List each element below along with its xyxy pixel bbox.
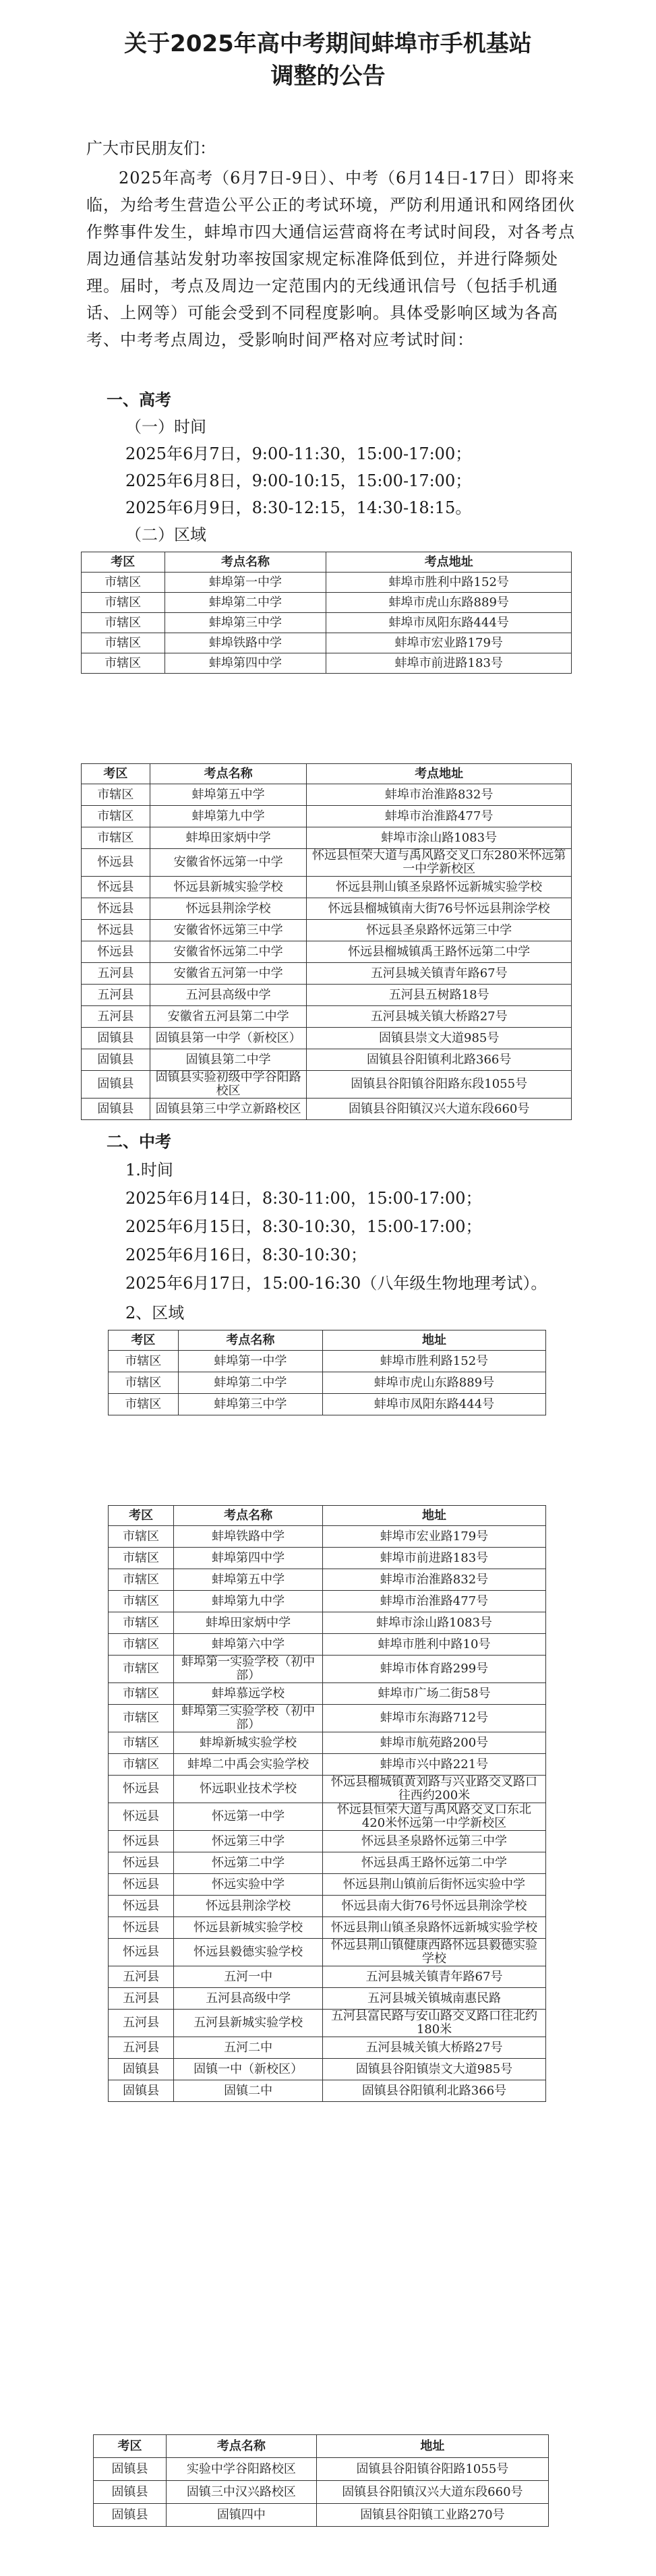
table-row <box>109 1939 546 1966</box>
col-site-name-cell: 蚌埠慕远学校 <box>174 1683 323 1705</box>
zhongkao-time-4: 2025年6月17日，15:00-16:30（八年级生物地理考试）。 <box>125 1274 547 1293</box>
col-site-name-cell: 怀远县荆涂学校 <box>150 898 307 920</box>
col-site-name-cell: 安徽省怀远第一中学 <box>150 849 307 877</box>
col-address-cell: 怀远县圣泉路怀远第三中学 <box>323 1831 546 1852</box>
table-row <box>109 1732 546 1754</box>
table-row <box>82 898 572 920</box>
table-header-row <box>94 2435 549 2458</box>
zhongkao-time-1: 2025年6月14日，8:30-11:00，15:00-17:00； <box>125 1189 482 1208</box>
col-site-name-cell: 蚌埠二中禹会实验学校 <box>174 1754 323 1776</box>
col-address-cell: 固镇县谷阳镇利北路366号 <box>307 1049 572 1071</box>
col-address-cell: 固镇县崇文大道985号 <box>307 1028 572 1049</box>
table-row <box>109 1526 546 1548</box>
col-site-name-header: 考点名称 <box>165 552 326 573</box>
col-address-cell: 蚌埠市前进路183号 <box>326 653 572 674</box>
col-site-name-header: 考点名称 <box>174 1506 323 1526</box>
col-district-cell: 五河县 <box>82 963 150 985</box>
col-site-name-cell: 固镇二中 <box>174 2080 323 2102</box>
col-district-cell: 固镇县 <box>94 2458 167 2481</box>
col-site-name-cell: 蚌埠新城实验学校 <box>174 1732 323 1754</box>
table-row <box>82 806 572 827</box>
col-district-cell: 市辖区 <box>82 806 150 827</box>
col-district-cell: 五河县 <box>109 2010 174 2037</box>
col-district-cell: 市辖区 <box>109 1526 174 1548</box>
col-district-cell: 五河县 <box>109 1988 174 2010</box>
col-address-cell: 蚌埠市胜利中路10号 <box>323 1634 546 1656</box>
col-address-cell: 五河县富民路与安山路交叉路口往北约180米 <box>323 2010 546 2037</box>
col-address-cell: 五河县城关镇青年路67号 <box>307 963 572 985</box>
col-site-name-cell: 固镇三中汉兴路校区 <box>167 2481 317 2504</box>
greeting: 广大市民朋友们： <box>86 139 216 158</box>
col-site-name-cell: 怀远县毅德实验学校 <box>174 1939 323 1966</box>
gaokao-time-3: 2025年6月9日，8:30-12:15，14:30-18:15。 <box>125 498 472 517</box>
col-district-cell: 市辖区 <box>109 1656 174 1683</box>
table-row <box>109 1351 546 1372</box>
table-row <box>109 2010 546 2037</box>
col-district-cell: 市辖区 <box>82 827 150 849</box>
col-district-cell: 怀远县 <box>82 920 150 941</box>
col-district-cell: 市辖区 <box>82 633 165 653</box>
col-address-cell: 蚌埠市治淮路477号 <box>307 806 572 827</box>
col-address-cell: 固镇县谷阳镇谷阳路东段1055号 <box>307 1071 572 1099</box>
col-address-cell: 蚌埠市治淮路477号 <box>323 1591 546 1612</box>
col-district-cell: 五河县 <box>82 985 150 1006</box>
col-district-cell: 市辖区 <box>82 593 165 613</box>
table-row <box>82 1071 572 1099</box>
table-row <box>82 849 572 877</box>
col-address-cell: 怀远县榴城镇禹王路怀远第二中学 <box>307 941 572 963</box>
col-site-name-cell: 蚌埠铁路中学 <box>174 1526 323 1548</box>
col-site-name-cell: 怀远县新城实验学校 <box>150 877 307 898</box>
zhongkao-time-heading: 1.时间 <box>125 1161 173 1179</box>
col-address-cell: 怀远县荆山镇圣泉路怀远新城实验学校 <box>323 1917 546 1939</box>
col-address-cell: 五河县城关镇青年路67号 <box>323 1966 546 1988</box>
col-address-header: 考点地址 <box>307 764 572 784</box>
col-district-cell: 固镇县 <box>82 1049 150 1071</box>
col-address-cell: 蚌埠市凤阳东路444号 <box>322 1394 545 1415</box>
notice-title-line2: 调整的公告 <box>270 63 386 90</box>
table-row <box>82 941 572 963</box>
col-site-name-cell: 蚌埠第三中学 <box>178 1394 322 1415</box>
col-address-cell: 蚌埠市航苑路200号 <box>323 1732 546 1754</box>
table-row <box>109 1612 546 1634</box>
table-row <box>109 1966 546 1988</box>
col-address-cell: 蚌埠市凤阳东路444号 <box>326 613 572 633</box>
col-address-cell: 蚌埠市涂山路1083号 <box>307 827 572 849</box>
col-district-cell: 市辖区 <box>82 784 150 806</box>
gaokao-time-heading: （一）时间 <box>125 417 206 436</box>
col-district-cell: 市辖区 <box>82 653 165 674</box>
col-district-cell: 五河县 <box>82 1006 150 1028</box>
col-address-cell: 蚌埠市东海路712号 <box>323 1705 546 1732</box>
col-address-cell: 固镇县谷阳镇利北路366号 <box>323 2080 546 2102</box>
col-address-cell: 怀远县圣泉路怀远第三中学 <box>307 920 572 941</box>
col-district-cell: 市辖区 <box>109 1569 174 1591</box>
col-address-cell: 怀远县荆山镇健康西路怀远县毅德实验学校 <box>323 1939 546 1966</box>
col-site-name-cell: 固镇县实验初级中学谷阳路校区 <box>150 1071 307 1099</box>
col-district-cell: 固镇县 <box>94 2504 167 2527</box>
col-site-name-cell: 怀远第二中学 <box>174 1852 323 1874</box>
table-row <box>109 1803 546 1831</box>
gaokao-table-1 <box>81 552 572 674</box>
table-header-row <box>109 1506 546 1526</box>
col-site-name-cell: 安徽省五河县第二中学 <box>150 1006 307 1028</box>
col-district-cell: 怀远县 <box>82 898 150 920</box>
col-address-cell: 五河县五树路18号 <box>307 985 572 1006</box>
col-district-cell: 怀远县 <box>109 1939 174 1966</box>
col-address-header: 考点地址 <box>326 552 572 573</box>
col-district-header: 考区 <box>109 1330 179 1351</box>
table-row <box>109 1591 546 1612</box>
col-district-cell: 怀远县 <box>109 1803 174 1831</box>
zhongkao-heading: 二、中考 <box>107 1132 171 1151</box>
zhongkao-table-3 <box>93 2434 549 2527</box>
col-district-cell: 怀远县 <box>109 1852 174 1874</box>
col-site-name-header: 考点名称 <box>178 1330 322 1351</box>
col-site-name-cell: 安徽省五河第一中学 <box>150 963 307 985</box>
col-address-header: 地址 <box>316 2435 548 2458</box>
table-row <box>109 2037 546 2059</box>
col-address-cell: 五河县城关镇大桥路27号 <box>307 1006 572 1028</box>
table-row <box>82 1049 572 1071</box>
gaokao-table-2 <box>81 763 572 1120</box>
col-district-cell: 固镇县 <box>82 1071 150 1099</box>
col-district-cell: 固镇县 <box>94 2481 167 2504</box>
col-site-name-cell: 固镇县第三中学立新路校区 <box>150 1099 307 1120</box>
table-row <box>82 653 572 674</box>
col-district-cell: 怀远县 <box>109 1874 174 1896</box>
zhongkao-table-1 <box>108 1330 546 1415</box>
col-district-cell: 市辖区 <box>109 1705 174 1732</box>
col-site-name-cell: 安徽省怀远第二中学 <box>150 941 307 963</box>
zhongkao-area-heading: 2、区域 <box>125 1304 185 1322</box>
gaokao-area-heading: （二）区域 <box>125 525 206 544</box>
col-site-name-cell: 蚌埠第三中学 <box>165 613 326 633</box>
gaokao-time-2: 2025年6月8日，9:00-10:15，15:00-17:00； <box>125 471 472 490</box>
col-district-header: 考区 <box>82 552 165 573</box>
table-row <box>109 2059 546 2080</box>
intro-paragraph: 2025年高考（6月7日-9日）、中考（6月14日-17日）即将来临，为给考生营造公平公正的考试环境，严防利用通讯和网络团伙作弊事件发生，蚌埠市四大通信运营商将在考试时间段，对各考点周边通信基站发射功率按国家规定标准降低到位，并进行降频处理。届时，考点及周边一定范围内的无线通讯信号（包括手机通话、上网等）可能会受到不同程度影响。具体受影响区域为各高考、中考考点周边，受影响时间严格对应考试时间： <box>86 169 575 349</box>
col-site-name-cell: 蚌埠第二中学 <box>178 1372 322 1394</box>
col-site-name-cell: 固镇一中（新校区） <box>174 2059 323 2080</box>
table-row <box>109 1776 546 1803</box>
table-row <box>109 1372 546 1394</box>
col-site-name-cell: 固镇县第一中学（新校区） <box>150 1028 307 1049</box>
col-site-name-cell: 蚌埠第九中学 <box>150 806 307 827</box>
col-site-name-cell: 蚌埠第九中学 <box>174 1591 323 1612</box>
table-header-row <box>109 1330 546 1351</box>
col-site-name-cell: 蚌埠第四中学 <box>174 1548 323 1569</box>
col-address-cell: 蚌埠市体育路299号 <box>323 1656 546 1683</box>
col-site-name-cell: 蚌埠第二中学 <box>165 593 326 613</box>
col-address-cell: 固镇县谷阳镇崇文大道985号 <box>323 2059 546 2080</box>
col-site-name-cell: 安徽省怀远第三中学 <box>150 920 307 941</box>
col-district-cell: 五河县 <box>109 2037 174 2059</box>
col-district-cell: 市辖区 <box>109 1351 179 1372</box>
table-row <box>82 963 572 985</box>
col-district-cell: 市辖区 <box>109 1548 174 1569</box>
col-district-cell: 怀远县 <box>109 1776 174 1803</box>
zhongkao-table-2 <box>108 1505 546 2102</box>
col-address-cell: 蚌埠市兴中路221号 <box>323 1754 546 1776</box>
col-address-cell: 怀远县榴城镇南大街76号怀远县荆涂学校 <box>307 898 572 920</box>
col-address-cell: 蚌埠市宏业路179号 <box>323 1526 546 1548</box>
table-row <box>82 573 572 593</box>
col-district-header: 考区 <box>94 2435 167 2458</box>
col-site-name-cell: 五河一中 <box>174 1966 323 1988</box>
table-row <box>109 1831 546 1852</box>
col-district-cell: 怀远县 <box>109 1896 174 1917</box>
zhongkao-time-3: 2025年6月16日，8:30-10:30； <box>125 1246 367 1264</box>
col-district-cell: 市辖区 <box>82 613 165 633</box>
table-row <box>82 827 572 849</box>
col-address-cell: 五河县城关镇大桥路27号 <box>323 2037 546 2059</box>
col-district-cell: 怀远县 <box>82 849 150 877</box>
table-row <box>109 1634 546 1656</box>
col-site-name-cell: 怀远县新城实验学校 <box>174 1917 323 1939</box>
col-site-name-cell: 蚌埠田家炳中学 <box>174 1612 323 1634</box>
gaokao-time-1: 2025年6月7日，9:00-11:30，15:00-17:00； <box>125 444 472 463</box>
col-site-name-cell: 蚌埠第一中学 <box>165 573 326 593</box>
col-district-header: 考区 <box>82 764 150 784</box>
col-site-name-cell: 五河二中 <box>174 2037 323 2059</box>
table-row <box>109 1988 546 2010</box>
table-row <box>94 2504 549 2527</box>
col-district-cell: 市辖区 <box>109 1612 174 1634</box>
table-row <box>82 1099 572 1120</box>
col-site-name-cell: 五河县新城实验学校 <box>174 2010 323 2037</box>
table-row <box>82 613 572 633</box>
col-site-name-cell: 怀远县荆涂学校 <box>174 1896 323 1917</box>
col-address-cell: 怀远县恒荣大道与禹风路交叉口东北420米怀远第一中学新校区 <box>323 1803 546 1831</box>
table-row <box>109 1656 546 1683</box>
table-row <box>82 1028 572 1049</box>
table-header-row <box>82 764 572 784</box>
table-row <box>109 1705 546 1732</box>
gaokao-heading: 一、高考 <box>107 390 171 409</box>
col-site-name-cell: 固镇四中 <box>167 2504 317 2527</box>
col-address-cell: 怀远县荆山镇圣泉路怀远新城实验学校 <box>307 877 572 898</box>
col-address-cell: 怀远县榴城镇黄刘路与兴业路交叉路口往西约200米 <box>323 1776 546 1803</box>
col-site-name-cell: 五河县高级中学 <box>150 985 307 1006</box>
table-row <box>109 2080 546 2102</box>
notice-title-line1: 关于2025年高中考期间蚌埠市手机基站 <box>124 30 532 57</box>
col-district-cell: 市辖区 <box>109 1591 174 1612</box>
table-row <box>82 633 572 653</box>
col-site-name-cell: 固镇县第二中学 <box>150 1049 307 1071</box>
col-district-cell: 市辖区 <box>109 1372 179 1394</box>
col-district-cell: 固镇县 <box>109 2080 174 2102</box>
col-address-cell: 蚌埠市涂山路1083号 <box>323 1612 546 1634</box>
table-row <box>109 1394 546 1415</box>
table-row <box>109 1683 546 1705</box>
col-address-header: 地址 <box>322 1330 545 1351</box>
col-site-name-cell: 蚌埠第一中学 <box>178 1351 322 1372</box>
col-district-cell: 五河县 <box>109 1966 174 1988</box>
zhongkao-time-2: 2025年6月15日，8:30-10:30，15:00-17:00； <box>125 1217 482 1236</box>
col-district-cell: 怀远县 <box>82 941 150 963</box>
col-address-cell: 五河县城关镇城南惠民路 <box>323 1988 546 2010</box>
col-district-cell: 市辖区 <box>109 1754 174 1776</box>
col-site-name-cell: 怀远第一中学 <box>174 1803 323 1831</box>
col-site-name-cell: 怀远第三中学 <box>174 1831 323 1852</box>
table-row <box>82 985 572 1006</box>
col-address-cell: 固镇县谷阳镇工业路270号 <box>316 2504 548 2527</box>
col-site-name-cell: 怀远实验中学 <box>174 1874 323 1896</box>
col-district-cell: 市辖区 <box>109 1683 174 1705</box>
col-site-name-cell: 蚌埠铁路中学 <box>165 633 326 653</box>
table-row <box>109 1874 546 1896</box>
col-address-cell: 固镇县谷阳镇汉兴大道东段660号 <box>307 1099 572 1120</box>
col-address-cell: 固镇县谷阳镇汉兴大道东段660号 <box>316 2481 548 2504</box>
table-row <box>109 1896 546 1917</box>
col-district-cell: 固镇县 <box>109 2059 174 2080</box>
table-row <box>82 593 572 613</box>
col-site-name-cell: 蚌埠第三实验学校（初中部） <box>174 1705 323 1732</box>
col-district-cell: 市辖区 <box>109 1394 179 1415</box>
table-row <box>82 877 572 898</box>
col-address-cell: 固镇县谷阳镇谷阳路1055号 <box>316 2458 548 2481</box>
col-site-name-cell: 蚌埠第一实验学校（初中部） <box>174 1656 323 1683</box>
col-address-cell: 蚌埠市治淮路832号 <box>323 1569 546 1591</box>
col-district-cell: 怀远县 <box>82 877 150 898</box>
table-row <box>109 1852 546 1874</box>
col-address-cell: 蚌埠市虎山东路889号 <box>326 593 572 613</box>
col-site-name-cell: 怀远职业技术学校 <box>174 1776 323 1803</box>
col-address-cell: 怀远县荆山镇前后街怀远实验中学 <box>323 1874 546 1896</box>
table-header-row <box>82 552 572 573</box>
table-row <box>109 1548 546 1569</box>
col-address-cell: 蚌埠市治淮路832号 <box>307 784 572 806</box>
col-district-cell: 市辖区 <box>82 573 165 593</box>
col-address-cell: 怀远县恒荣大道与禹风路交叉口东280米怀远第一中学新校区 <box>307 849 572 877</box>
col-address-cell: 蚌埠市虎山东路889号 <box>322 1372 545 1394</box>
col-district-cell: 固镇县 <box>82 1028 150 1049</box>
table-row <box>109 1917 546 1939</box>
col-address-cell: 蚌埠市宏业路179号 <box>326 633 572 653</box>
table-row <box>82 920 572 941</box>
col-site-name-cell: 蚌埠第五中学 <box>150 784 307 806</box>
col-site-name-header: 考点名称 <box>167 2435 317 2458</box>
table-row <box>82 784 572 806</box>
col-site-name-cell: 蚌埠第五中学 <box>174 1569 323 1591</box>
table-row <box>94 2481 549 2504</box>
table-row <box>109 1569 546 1591</box>
col-site-name-header: 考点名称 <box>150 764 307 784</box>
table-row <box>82 1006 572 1028</box>
col-address-cell: 蚌埠市胜利中路152号 <box>326 573 572 593</box>
col-address-cell: 怀远县南大街76号怀远县荆涂学校 <box>323 1896 546 1917</box>
col-district-cell: 怀远县 <box>109 1917 174 1939</box>
col-address-cell: 蚌埠市广场二街58号 <box>323 1683 546 1705</box>
col-district-cell: 市辖区 <box>109 1732 174 1754</box>
col-site-name-cell: 蚌埠田家炳中学 <box>150 827 307 849</box>
col-address-header: 地址 <box>323 1506 546 1526</box>
col-district-cell: 怀远县 <box>109 1831 174 1852</box>
table-row <box>109 1754 546 1776</box>
col-address-cell: 怀远县禹王路怀远第二中学 <box>323 1852 546 1874</box>
col-district-cell: 市辖区 <box>109 1634 174 1656</box>
col-address-cell: 蚌埠市前进路183号 <box>323 1548 546 1569</box>
col-site-name-cell: 实验中学谷阳路校区 <box>167 2458 317 2481</box>
col-address-cell: 蚌埠市胜利路152号 <box>322 1351 545 1372</box>
col-district-header: 考区 <box>109 1506 174 1526</box>
table-row <box>94 2458 549 2481</box>
col-site-name-cell: 蚌埠第四中学 <box>165 653 326 674</box>
col-site-name-cell: 五河县高级中学 <box>174 1988 323 2010</box>
col-site-name-cell: 蚌埠第六中学 <box>174 1634 323 1656</box>
col-district-cell: 固镇县 <box>82 1099 150 1120</box>
